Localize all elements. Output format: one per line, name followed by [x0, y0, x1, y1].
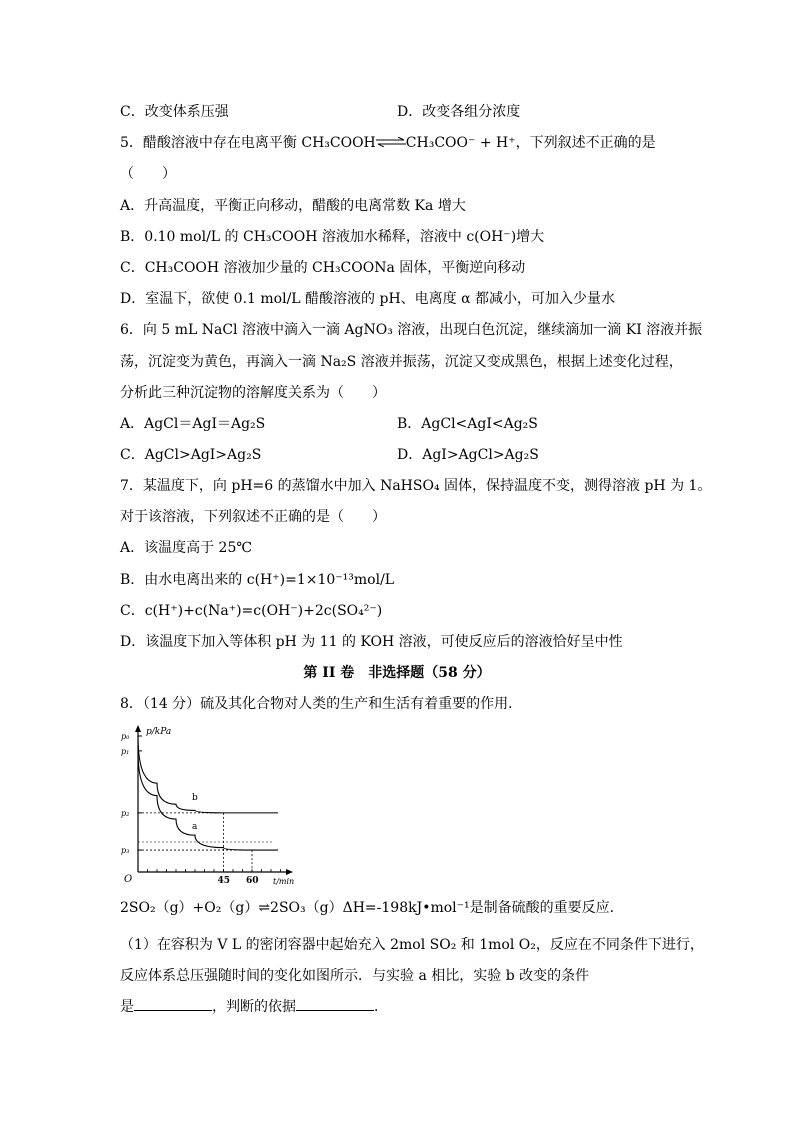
- equilibrium-arrow-icon: [376, 136, 406, 150]
- q8-text-end: ．: [374, 999, 388, 1015]
- q5-stem: [120, 133, 656, 153]
- q7-option-d: D．该温度下加入等体积 pH 为 11 的 KOH 溶液，可使反应后的溶液恰好呈中性: [120, 634, 623, 650]
- y-tick-label: p₂: [121, 808, 130, 818]
- x-axis-label: t/min: [273, 877, 295, 886]
- q7-option-c: C．c(H⁺)+c(Na⁺)=c(OH⁻)+2c(SO₄²⁻): [120, 603, 383, 619]
- q8-text-basis: ，判断的依据: [212, 999, 296, 1015]
- q5-option-b: B．0.10 mol/L 的 CH₃COOH 溶液加水稀释，溶液中 c(OH⁻)增大: [120, 229, 545, 245]
- q5-stem-part-a: 5．醋酸溶液中存在电离平衡 CH₃COOH: [120, 135, 376, 151]
- series-a-label: a: [192, 822, 198, 833]
- q6-line-3: 分析此三种沉淀物的溶解度关系为（ ）: [120, 385, 386, 401]
- q8-part1-line-2: 反应体系总压强随时间的变化如图所示．与实验 a 相比，实验 b 改变的条件: [120, 968, 590, 984]
- series-a-line: [138, 751, 278, 850]
- origin-label: O: [124, 874, 133, 885]
- q6-line-1: 6．向 5 mL NaCl 溶液中滴入一滴 AgNO₃ 溶液，出现白色沉淀，继续滴加一滴 KI 溶液并振: [120, 322, 703, 338]
- q6-option-a: A．AgCl＝AgI＝Ag₂S: [120, 416, 266, 432]
- q5-option-d: D．室温下，欲使 0.1 mol/L 醋酸溶液的 pH、电离度 α 都减小，可加入少量水: [120, 291, 616, 307]
- q5-option-c: C．CH₃COOH 溶液加少量的 CH₃COONa 固体，平衡逆向移动: [120, 260, 526, 276]
- q5-paren: （ ）: [120, 166, 176, 182]
- y-tick-label: p₁: [121, 746, 130, 756]
- answer-blank-condition[interactable]: [134, 998, 212, 1011]
- q6-option-b: B．AgCl<AgI<Ag₂S: [397, 416, 538, 432]
- y-axis-arrow-icon: [135, 725, 141, 732]
- q4-option-d: D．改变各组分浓度: [397, 104, 521, 120]
- q6-line-2: 荡，沉淀变为黄色，再滴入一滴 Na₂S 溶液并振荡，沉淀又变成黑色，根据上述变化过程，: [120, 354, 683, 370]
- q6-option-c: C．AgCl>AgI>Ag₂S: [120, 447, 262, 463]
- y-axis-label: p/kPa: [146, 727, 172, 737]
- q4-option-c: C．改变体系压强: [120, 104, 229, 120]
- q8-part1-line-1: （1）在容积为 V L 的密闭容器中起始充入 2mol SO₂ 和 1mol O₂，反应在不同条件下进行，: [120, 937, 704, 953]
- section-heading: 第 II 卷 非选择题（58 分）: [303, 665, 491, 681]
- q8-stem: 8．（14 分）硫及其化合物对人类的生产和生活有着重要的作用．: [120, 696, 523, 712]
- series-b-line: [138, 736, 278, 813]
- q5-option-a: A．升高温度，平衡正向移动，醋酸的电离常数 Ka 增大: [120, 198, 466, 214]
- y-tick-label: p₃: [121, 846, 130, 856]
- q7-option-a: A．该温度高于 25℃: [120, 540, 253, 556]
- pressure-time-chart: [118, 724, 298, 890]
- y-tick-label: p₀: [121, 732, 130, 741]
- q8-reaction: 2SO₂（g）+O₂（g）⇌2SO₃（g）ΔH=-198kJ•mol⁻¹是制备硫酸的重要反应．: [120, 900, 624, 916]
- answer-blank-basis[interactable]: [296, 998, 374, 1011]
- x-axis-arrow-icon: [286, 869, 293, 875]
- q6-option-d: D．AgI>AgCl>Ag₂S: [397, 447, 539, 463]
- x-tick-label: 60: [246, 876, 259, 886]
- x-tick-label: 45: [217, 876, 231, 886]
- q5-stem-part-b: CH₃COO⁻ + H⁺，下列叙述不正确的是: [405, 135, 656, 151]
- q7-option-b: B．由水电离出来的 c(H⁺)=1×10⁻¹³mol/L: [120, 572, 395, 588]
- q7-line-1: 7．某温度下，向 pH=6 的蒸馏水中加入 NaHSO₄ 固体，保持温度不变，测得溶液 pH 为 1。: [120, 478, 712, 494]
- series-b-label: b: [192, 793, 198, 804]
- q8-part1-line-3: [120, 997, 388, 1017]
- q7-line-2: 对于该溶液，下列叙述不正确的是（ ）: [120, 509, 386, 525]
- q8-text-shi: 是: [120, 999, 134, 1015]
